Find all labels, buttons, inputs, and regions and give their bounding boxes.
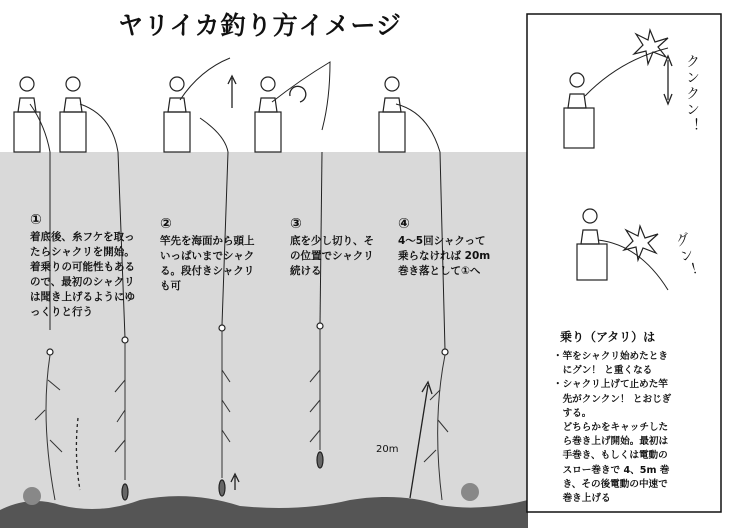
rotate-arrow — [290, 86, 306, 102]
angler-4 — [255, 77, 281, 152]
atari-heading: 乗り（アタリ）は — [560, 330, 656, 344]
sinker — [122, 484, 128, 500]
angler-5 — [379, 77, 405, 152]
rock — [23, 487, 41, 505]
sfx-gun: グン！ — [672, 230, 700, 282]
swivel — [219, 325, 225, 331]
step-2-text: 竿先を海面から頭上 いっぱいまでシャク る。段付きシャクリ も可 — [160, 235, 255, 292]
step-4-text: 4～5回シャクって 乗らなければ 20m 巻き落として①へ — [398, 235, 491, 277]
sinker — [317, 452, 323, 468]
step-2-number: ② — [160, 216, 172, 232]
step-3-text: 底を少し切り、そ の位置でシャクリ 続ける — [290, 235, 374, 277]
step-4-number: ④ — [398, 216, 410, 232]
step-3-number: ③ — [290, 216, 302, 232]
swivel — [317, 323, 323, 329]
sea-area — [0, 152, 528, 528]
rod-angler-3 — [180, 58, 230, 100]
page-title: ヤリイカ釣り方イメージ — [118, 11, 402, 40]
atari-body: ・竿をシャクリ始めたとき にグン！ と重くなる ・シャクリ上げて止めた竿 先がクンクン！ とおじぎ する。 どちらかをキャッチした ら巻き上げ開始。最初は 手巻き、もしくは電動の スロー巻きで 4、5m 巻 き、その後電動の中速で 巻き上げる — [553, 351, 672, 505]
swivel — [442, 349, 448, 355]
step-1-number: ① — [30, 212, 42, 228]
angler-2 — [60, 77, 86, 152]
rock — [461, 483, 479, 501]
swivel — [122, 337, 128, 343]
step-1-text: 着底後、糸フケを取っ たらシャクリを開始。 着乗りの可能性もある ので、最初のシャクリ は聞き上げるようにゆ っくりと行う — [30, 231, 135, 318]
angler-3 — [164, 77, 190, 152]
swivel — [47, 349, 53, 355]
sfx-kunkun: クンクン！ — [684, 54, 700, 134]
depth-label: 20m — [376, 444, 399, 455]
sinker — [219, 480, 225, 496]
